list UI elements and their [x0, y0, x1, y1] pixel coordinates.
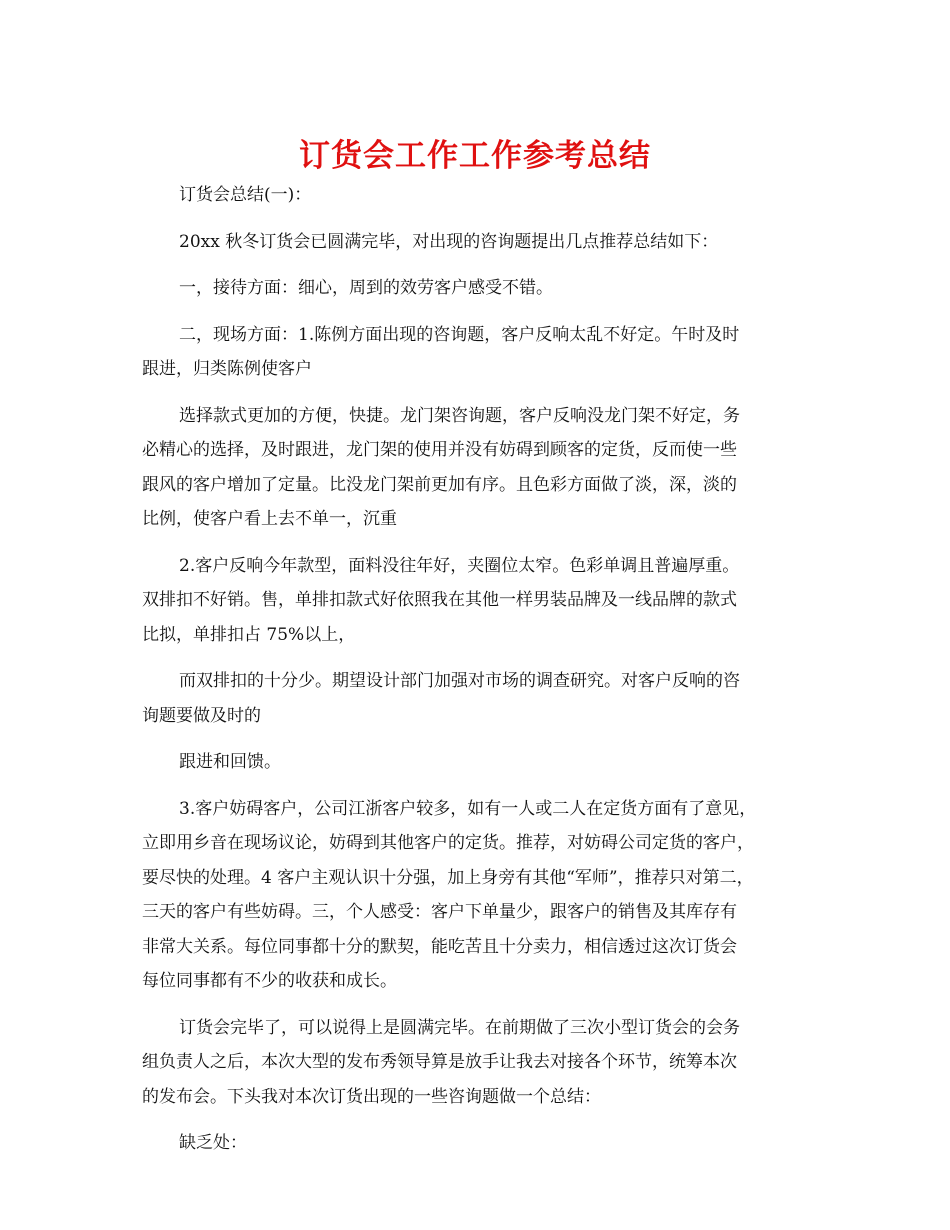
text-line: 跟进，归类陈例使客户: [142, 359, 312, 379]
text-line: 二，现场方面：1.陈例方面出现的咨询题，客户反响太乱不好定。午时及时: [179, 324, 740, 345]
paragraph-gap: [142, 387, 822, 399]
paragraph-gap: [142, 259, 822, 271]
paragraph-gap: [142, 780, 822, 792]
text-line: 选择款式更加的方便，快捷。龙门架咨询题，客户反响没龙门架不好定，务: [179, 405, 740, 426]
paragraph-gap: [142, 537, 822, 549]
text-line: 询题要做及时的: [142, 705, 261, 726]
text-line: 比例，使客户看上去不单一，沉重: [142, 509, 397, 529]
text-line: 订货会完毕了，可以说得上是圆满完毕。在前期做了三次小型订货会的会务: [179, 1017, 740, 1038]
text-line: 而双排扣的十分少。期望设计部门加强对市场的调查研究。对客户反响的咨: [179, 671, 740, 691]
text-line: 每位同事都有不少的收获和成长。: [142, 971, 397, 991]
paragraph-gap: [142, 999, 822, 1011]
text-line: 立即用乡音在现场议论，妨碍到其他客户的定货。推荐，对妨碍公司定货的客户，: [142, 833, 754, 853]
text-line: 订货会总结(一)：: [179, 185, 312, 205]
text-line: 三天的客户有些妨碍。三，个人感受：客户下单量少，跟客户的销售及其库存有: [142, 902, 737, 922]
text-line: 一，接待方面：细心，周到的效劳客户感受不错。: [179, 278, 553, 298]
paragraph-gap: [142, 652, 822, 664]
paragraph-gap: [142, 213, 822, 225]
text-line: 比拟，单排扣占 75%以上，: [142, 624, 356, 645]
document-body: [142, 178, 822, 1161]
paragraph-gap: [142, 1114, 822, 1126]
text-line: 跟进和回馈。: [179, 752, 281, 772]
document-title: 订货会工作工作参考总结: [299, 138, 651, 174]
text-line: 跟风的客户增加了定量。比没龙门架前更加有序。且色彩方面做了淡，深，淡的: [142, 474, 737, 495]
text-line: 要尽快的处理。4 客户主观认识十分强，加上身旁有其他“军师”，推荐只对第二，: [142, 867, 754, 888]
text-line: 3.客户妨碍客户，公司江浙客户较多，如有一人或二人在定货方面有了意见，: [179, 798, 757, 819]
text-line: 非常大关系。每位同事都十分的默契，能吃苦且十分卖力，相信透过这次订货会: [142, 936, 737, 957]
paragraph-gap: [142, 306, 822, 318]
text-line: 2.客户反响今年款型，面料没往年好，夹圈位太窄。色彩单调且普遍厚重。: [179, 555, 740, 576]
text-line: 必精心的选择，及时跟进，龙门架的使用并没有妨碍到顾客的定货，反而使一些: [142, 440, 737, 460]
text-line: 的发布会。下头我对本次订货出现的一些咨询题做一个总结：: [142, 1086, 601, 1107]
paragraph-gap: [142, 733, 822, 745]
text-line: 缺乏处：: [179, 1133, 247, 1153]
text-line: 组负责人之后，本次大型的发布秀领导算是放手让我去对接各个环节，统筹本次: [142, 1052, 737, 1072]
text-line: 双排扣不好销。售，单排扣款式好依照我在其他一样男装品牌及一线品牌的款式: [142, 590, 737, 610]
text-line: 20xx 秋冬订货会已圆满完毕，对出现的咨询题提出几点推荐总结如下：: [179, 231, 719, 252]
